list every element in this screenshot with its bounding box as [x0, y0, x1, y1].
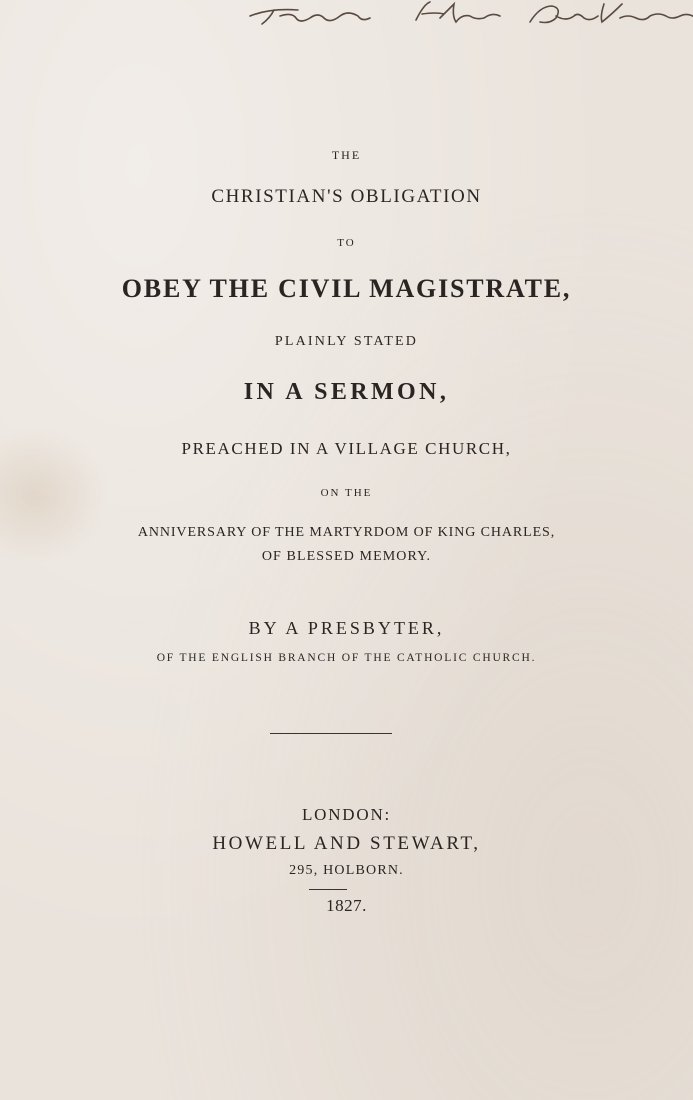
imprint-address: 295, HOLBORN.: [289, 863, 404, 878]
handwritten-inscription: [240, 0, 693, 38]
title-on-the: ON THE: [320, 487, 373, 499]
title-obligation: CHRISTIAN'S OBLIGATION: [211, 186, 482, 207]
author-branch: OF THE ENGLISH BRANCH OF THE CATHOLIC CHURCH.: [156, 652, 537, 664]
title-sermon: IN A SERMON,: [243, 379, 450, 405]
imprint-city: LONDON:: [301, 805, 392, 824]
year-rule: [309, 889, 347, 890]
imprint-publisher: HOWELL AND STEWART,: [212, 833, 481, 854]
divider-rule: [270, 733, 392, 734]
title-to: TO: [337, 237, 356, 249]
title-memory: OF BLESSED MEMORY.: [261, 549, 432, 564]
title-plainly-stated: PLAINLY STATED: [274, 334, 419, 349]
title-anniversary: ANNIVERSARY OF THE MARTYRDOM OF KING CHARLES,: [137, 525, 556, 540]
title-preached: PREACHED IN A VILLAGE CHURCH,: [181, 439, 512, 458]
imprint-year: 1827.: [326, 896, 367, 915]
title-the: THE: [331, 148, 362, 162]
title-main: OBEY THE CIVIL MAGISTRATE,: [121, 274, 572, 303]
author-by: BY A PRESBYTER,: [248, 618, 445, 638]
